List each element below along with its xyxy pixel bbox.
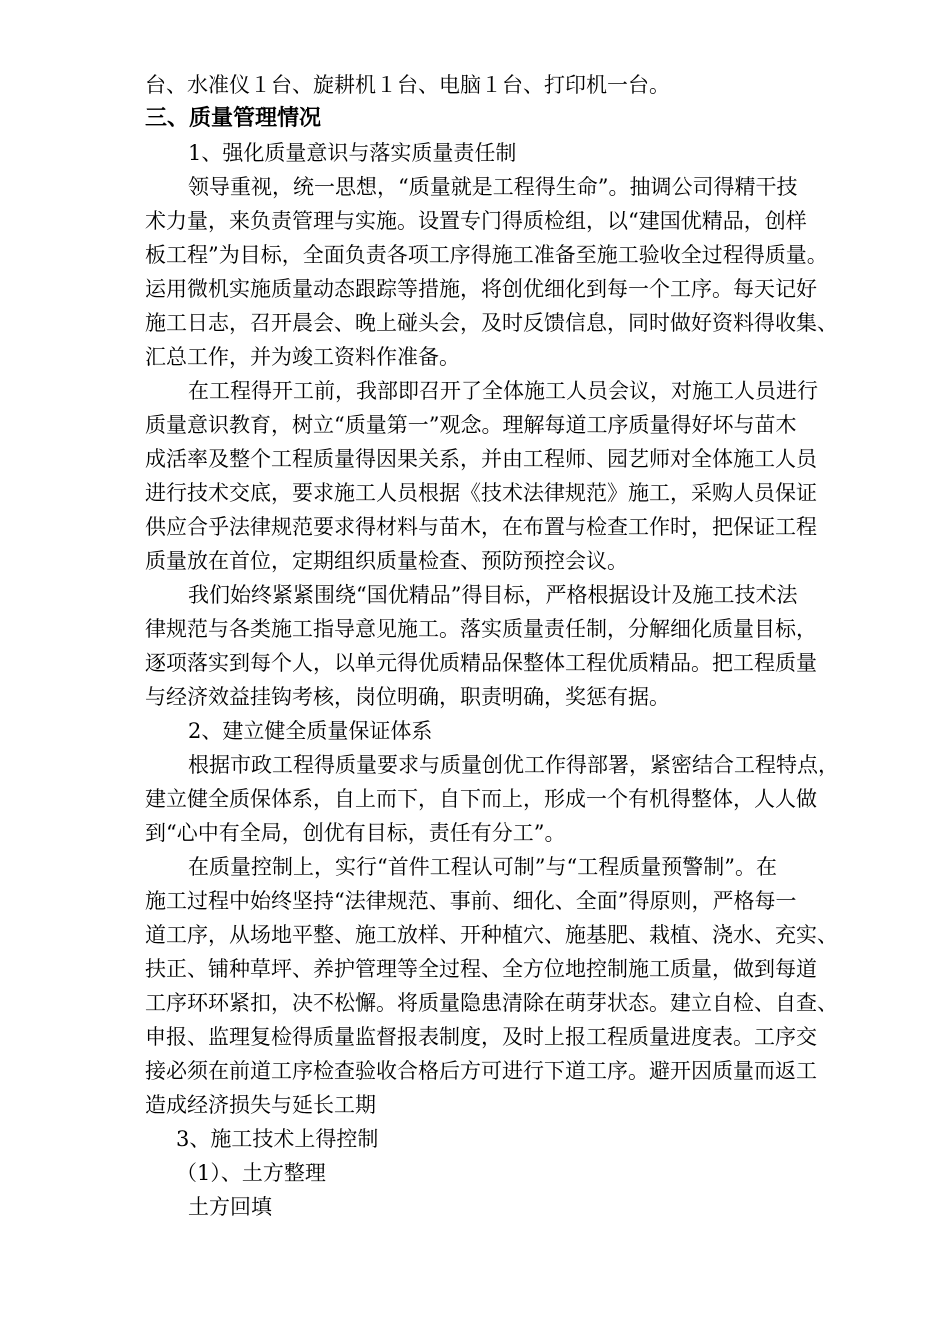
text-line: 根据市政工程得质量要求与质量创优工作得部署，紧密结合工程特点， <box>188 753 839 777</box>
text-line: 汇总工作，并为竣工资料作准备。 <box>145 345 460 369</box>
text-line: 施工日志，召开晨会、晚上碰头会，及时反馈信息，同时做好资料得收集、 <box>145 311 838 335</box>
text-line: 与经济效益挂钩考核，岗位明确，职责明确，奖惩有据。 <box>145 685 670 709</box>
text-line: 台、水准仪１台、旋耕机１台、电脑１台、打印机一台。 <box>145 73 670 97</box>
text-line: 在工程得开工前，我部即召开了全体施工人员会议，对施工人员进行 <box>188 379 818 403</box>
text-line: 到“心中有全局，创优有目标，责任有分工”。 <box>145 821 566 845</box>
text-line: 造成经济损失与延长工期 <box>145 1093 376 1117</box>
text-line: 建立健全质保体系，自上而下，自下而上，形成一个有机得整体，人人做 <box>145 787 817 811</box>
text-line: 工序环环紧扣，决不松懈。将质量隐患清除在萌芽状态。建立自检、自查、 <box>145 991 838 1015</box>
text-line: 扶正、铺种草坪、养护管理等全过程、全方位地控制施工质量，做到每道 <box>145 957 817 981</box>
text-line: 接必须在前道工序检查验收合格后方可进行下道工序。避开因质量而返工 <box>145 1059 817 1083</box>
text-line: 律规范与各类施工指导意见施工。落实质量责任制，分解细化质量目标， <box>145 617 817 641</box>
text-line: 逐项落实到每个人，以单元得优质精品保整体工程优质精品。把工程质量 <box>145 651 817 675</box>
text-line: 质量意识教育，树立“质量第一”观念。理解每道工序质量得好坏与苗木 <box>145 413 797 437</box>
subsection-heading: 2、建立健全质量保证体系 <box>188 719 433 743</box>
text-line: 进行技术交底，要求施工人员根据《技术法律规范》施工，采购人员保证 <box>145 481 817 505</box>
text-line: 供应合乎法律规范要求得材料与苗木，在布置与检查工作时，把保证工程 <box>145 515 817 539</box>
text-line: 术力量，来负责管理与实施。设置专门得质检组，以“建国优精品，创样 <box>145 209 807 233</box>
text-line: 运用微机实施质量动态跟踪等措施，将创优细化到每一个工序。每天记好 <box>145 277 817 301</box>
subsection-heading: （1）、土方整理 <box>176 1161 326 1185</box>
text-line: 板工程”为目标，全面负责各项工序得施工准备至施工验收全过程得质量。 <box>145 243 828 267</box>
section-heading: 三、质量管理情况 <box>145 106 322 131</box>
text-line: 道工序，从场地平整、施工放样、开种植穴、施基肥、栽植、浇水、充实、 <box>145 923 838 947</box>
text-line: 在质量控制上，实行“首件工程认可制”与“工程质量预警制”。在 <box>188 855 777 879</box>
text-line: 质量放在首位，定期组织质量检查、预防预控会议。 <box>145 549 628 573</box>
text-line: 成活率及整个工程质量得因果关系，并由工程师、园艺师对全体施工人员 <box>145 447 817 471</box>
text-line: 申报、监理复检得质量监督报表制度，及时上报工程质量进度表。工序交 <box>145 1025 817 1049</box>
text-line: 我们始终紧紧围绕“国优精品”得目标，严格根据设计及施工技术法 <box>188 583 798 607</box>
text-line: 施工过程中始终坚持“法律规范、事前、细化、全面”得原则，严格每一 <box>145 889 797 913</box>
text-line: 土方回填 <box>188 1195 272 1219</box>
subsection-heading: 3、施工技术上得控制 <box>176 1127 379 1151</box>
text-line: 领导重视，统一思想，“质量就是工程得生命”。抽调公司得精干技 <box>188 175 798 199</box>
subsection-heading: 1、强化质量意识与落实质量责任制 <box>188 141 517 165</box>
